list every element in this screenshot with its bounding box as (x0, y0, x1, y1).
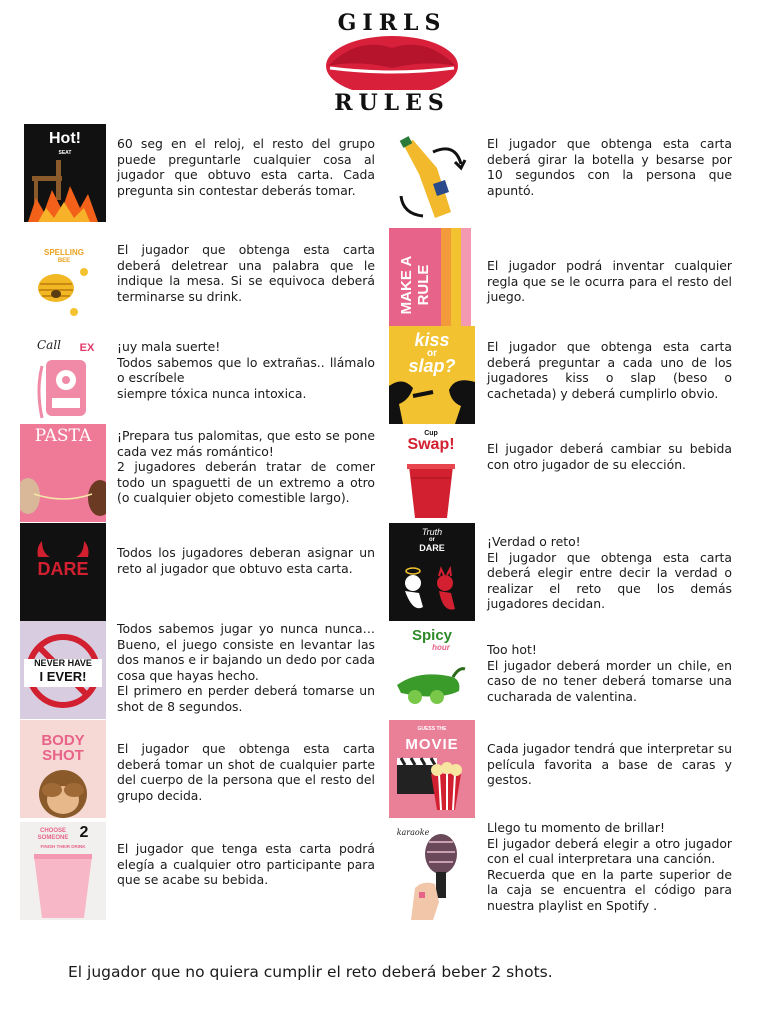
card-karaoke (389, 822, 471, 920)
card-movie-text: Cada jugador tendrá que interpretar su película favorita a base de caras y gestos. (487, 741, 732, 787)
card-bottle-text: El jugador que obtenga esta carta deberá girar la botella y besarse por 10 segundos con la persona que apuntó. (487, 136, 732, 198)
card-dare-title: DARE (37, 559, 89, 579)
card-choose-text: El jugador que tenga esta carta podrá elegía a cualquier otro participante para que se acabe su bebida. (117, 841, 375, 887)
angel-devil-icon (389, 523, 475, 621)
card-hot (24, 124, 106, 222)
card-never (20, 621, 106, 719)
card-swap-title-a: Cup (424, 430, 438, 437)
card-truth (389, 523, 475, 621)
card-pasta-text: ¡Prepara tus palomitas, que esto se pone cada vez más romántico! 2 jugadores deberán tratar de comer todo un spaguetti de un extremo a otro (o cualquier objeto comestible largo). (117, 428, 375, 505)
card-kiss-title-b: or (427, 348, 437, 359)
card-truth-title-a: Truth (421, 527, 443, 537)
card-never-title-b: I EVER! (39, 669, 87, 684)
card-choose (20, 822, 106, 920)
card-kiss-text: El jugador que obtenga esta carta deberá preguntar a cada uno de los jugadores kiss o slap (beso o cachetada) y deberá cumplirlo obvio. (487, 339, 732, 401)
card-pasta-title: PASTA (34, 426, 92, 446)
monkey-icon (20, 720, 106, 818)
card-truth-title-b: or (429, 537, 435, 543)
card-hot-subtitle: SEAT (58, 150, 72, 156)
card-callex (24, 330, 106, 428)
card-dare (20, 523, 106, 621)
card-movie (389, 720, 475, 818)
card-dare-text: Todos los jugadores deberan asignar un reto al jugador que obtuvo esta carta. (117, 545, 375, 576)
card-movie-title-b: MOVIE (405, 736, 459, 753)
card-spicy (389, 621, 475, 719)
telephone-icon (24, 330, 106, 428)
card-pasta (20, 424, 106, 522)
card-spelling-subtitle: BEE (57, 258, 71, 264)
spaghetti-dogs-icon (20, 424, 106, 522)
spinning-bottle-icon (389, 130, 473, 226)
card-hot-text: 60 seg en el reloj, el resto del grupo puede preguntarle cualquier cosa al jugador que obtuvo esta carta. Cada pregunta sin contestar deberás tomar. (117, 136, 375, 198)
footer-rule: El jugador que no quiera cumplir el reto deberá beber 2 shots. (68, 963, 553, 981)
card-choose-title-a: CHOOSE (39, 828, 66, 834)
chair-fire-icon (24, 124, 106, 222)
card-body-text: El jugador que obtenga esta carta deberá tomar un shot de cualquier parte del cuerpo de la persona que el resto del grupo decida. (117, 741, 375, 803)
card-rule-title: MAKE A RULE (398, 255, 432, 315)
card-rule (389, 228, 471, 326)
card-swap (389, 424, 473, 522)
card-kiss (389, 326, 475, 424)
card-callex-title: Call (36, 338, 61, 352)
card-swap-title-b: Swap! (407, 436, 455, 453)
card-karaoke-text: Llego tu momento de brillar! El jugador deberá elegir a otro jugador con el cual interpretara una canción. Recuerda que en la parte superior de la caja se encuentra el código para nuestra playlist en Spotify . (487, 820, 732, 913)
card-hot-title: Hot! (49, 130, 81, 147)
girls-rules-logo (318, 4, 466, 120)
card-spicy-text: Too hot! El jugador deberá morder un chile, en caso de no tener deberá tomarse una cucharada de valentina. (487, 642, 732, 704)
card-body (20, 720, 106, 818)
card-body-title-b: SHOT (42, 747, 84, 764)
card-callex-subtitle: EX (79, 342, 95, 354)
card-karaoke-title: karaoke (396, 828, 430, 837)
card-callex-text: ¡uy mala suerte! Todos sabemos que lo extrañas.. llámalo o escríbele siempre tóxica nunca intoxica. (117, 339, 375, 401)
card-choose-title-c: FINISH THEIR DRINK (40, 844, 86, 849)
microphone-icon (389, 822, 471, 920)
clapper-popcorn-icon (389, 720, 475, 818)
card-choose-number: 2 (79, 824, 89, 841)
red-cup-icon (389, 424, 473, 522)
card-spicy-title-b: hour (432, 643, 450, 652)
card-spelling-text: El jugador que obtenga esta carta deberá deletrear una palabra que le indique la mesa. Si se equivoca deberá terminarse su drink. (117, 242, 375, 304)
card-body-title-a: BODY (41, 732, 85, 749)
pink-cup-icon (20, 822, 106, 920)
card-truth-text: ¡Verdad o reto! El jugador que obtenga esta carta deberá elegir entre decir la verdad o realizar el reto que los demás jugadores decidan. (487, 534, 732, 611)
card-never-title-a: NEVER HAVE (34, 658, 92, 668)
card-spicy-title-a: Spicy (411, 627, 453, 644)
card-truth-title-c: DARE (419, 543, 445, 553)
card-rule-text: El jugador podrá inventar cualquier regla que se le ocurra para el resto del juego. (487, 258, 732, 304)
card-movie-title-a: GUESS THE (417, 726, 447, 732)
card-never-text: Todos sabemos jugar yo nunca nunca… Bueno, el juego consiste en levantar las dos manos e ir bajando un dedo por cada cosa que hayas hecho. El primero en perder deberá tomarse un shot de 8 segundos. (117, 621, 375, 714)
logo-word-bottom: RULES (334, 90, 450, 116)
beehive-icon (24, 232, 104, 330)
card-spelling (24, 232, 104, 330)
card-kiss-title-a: kiss (414, 330, 450, 350)
card-swap-text: El jugador deberá cambiar su bebida con otro jugador de su elección. (487, 441, 732, 472)
logo-word-top: GIRLS (337, 10, 447, 36)
card-kiss-title-c: slap? (408, 356, 456, 376)
card-bottle (389, 130, 473, 228)
card-choose-title-b: SOMEONE (37, 835, 69, 841)
chili-pepper-icon (389, 621, 475, 719)
kiss-slap-icon (389, 326, 475, 424)
card-spelling-title: SPELLING (43, 248, 84, 257)
